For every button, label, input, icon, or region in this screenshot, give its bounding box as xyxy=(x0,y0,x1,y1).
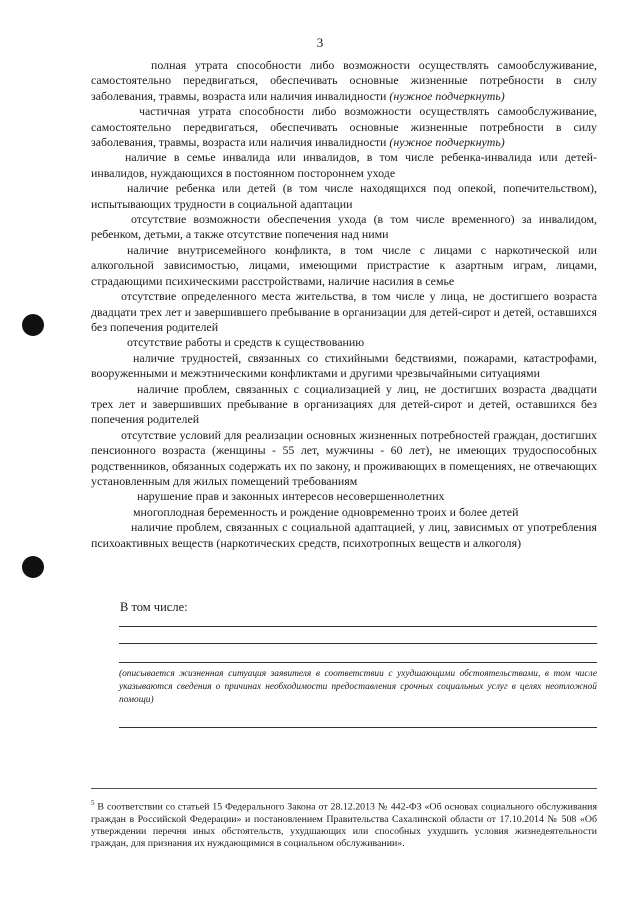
footnote-marker: 5 xyxy=(91,799,95,807)
page-number: 3 xyxy=(316,35,324,50)
fill-in-line[interactable] xyxy=(119,662,597,663)
fill-in-line[interactable] xyxy=(119,626,597,627)
circumstance-item: наличие проблем, связанных с социализацией у лиц, не достигших возраста двадцати трех лет и завершивших пребывание в организациях для детей-сирот и детей, оставшихся без попечения родителей xyxy=(91,381,597,427)
circumstance-item: многоплодная беременность и рождение одновременно троих и более детей xyxy=(133,504,519,519)
circumstance-item: наличие внутрисемейного конфликта, в том числе с лицами с наркотической или алкогольной зависимостью, лицами, имеющими пристрастие к азартным играм, лицами, страдающими психическими расстройствами, наличие насилия в семье xyxy=(91,242,597,288)
circumstance-item: частичная утрата способности либо возможности осуществлять самообслуживание, самостоятельно передвигаться, обеспечивать основные жизненные потребности в силу заболевания, травмы, возраста или наличия инвалидности (нужное подчеркнуть) xyxy=(91,104,597,150)
circumstance-item: отсутствие работы и средств к существованию xyxy=(127,335,365,350)
circumstance-item: наличие проблем, связанных с социальной адаптацией, у лиц, зависимых от употребления психоактивных веществ (наркотических средств, психотропных веществ и алкоголя) xyxy=(91,520,597,550)
footnote-separator xyxy=(91,788,597,789)
circumstance-item: отсутствие условий для реализации основных жизненных потребностей граждан, достигших пенсионного возраста (женщины - 55 лет, мужчины - 60 лет), не имеющих трудоспособных родственников, обязанных содержать их по закону, и проживающих в помещениях, не отвечающих установленным для жилых помещений требованиям xyxy=(91,427,597,488)
including-label: В том числе: xyxy=(120,600,188,614)
circumstance-item: отсутствие возможности обеспечения ухода (в том числе временного) за инвалидом, ребенком, детьми, а также отсутствие попечения над ними xyxy=(91,212,597,242)
punch-hole-bottom xyxy=(22,556,44,578)
circumstance-item: полная утрата способности либо возможности осуществлять самообслуживание, самостоятельно передвигаться, обеспечивать основные жизненные потребности в силу заболевания, травмы, возраста или наличия инвалидности (нужное подчеркнуть) xyxy=(91,58,597,103)
punch-hole-top xyxy=(22,314,44,336)
circumstance-item: наличие в семье инвалида или инвалидов, в том числе ребенка-инвалида или детей-инвалидов, нуждающихся в постоянном постороннем уходе xyxy=(91,150,597,180)
circumstance-item: отсутствие определенного места жительства, в том числе у лица, не достигшего возраста двадцати трех лет и завершившего пребывание в организации для детей-сирот и детей, оставшихся без попечения родителей xyxy=(91,289,597,334)
instruction-note: (описывается жизненная ситуация заявителя в соответствии с ухудшающими обстоятельствами, в том числе указываются сведения о причинах необходимости предоставления срочных социальных услуг в целях неотложной помощи) xyxy=(119,669,597,706)
fill-in-line[interactable] xyxy=(119,643,597,644)
circumstance-item: наличие ребенка или детей (в том числе находящихся под опекой, попечительством), испытывающих трудности в социальной адаптации xyxy=(91,181,597,211)
fill-in-line[interactable] xyxy=(119,727,597,728)
circumstances-list xyxy=(91,58,597,551)
circumstance-item: нарушение прав и законных интересов несовершеннолетних xyxy=(137,489,445,504)
footnote xyxy=(91,797,597,850)
footnote-text: В соответствии со статьей 15 Федерального Закона от 28.12.2013 № 442-ФЗ «Об основах социального обслуживания граждан в Российской Федерации» и постановлением Правительства Сахалинской области от 17.10.2014 № 508 «Об утверждении перечня иных обстоятельств, ухудшающих или способных ухудшить условия жизнедеятельности граждан, для признания их нуждающимися в социальном обслуживании». xyxy=(91,801,597,849)
circumstance-item: наличие трудностей, связанных со стихийными бедствиями, пожарами, катастрофами, вооруженными и межэтническими конфликтами и другими чрезвычайными ситуациями xyxy=(91,350,597,381)
